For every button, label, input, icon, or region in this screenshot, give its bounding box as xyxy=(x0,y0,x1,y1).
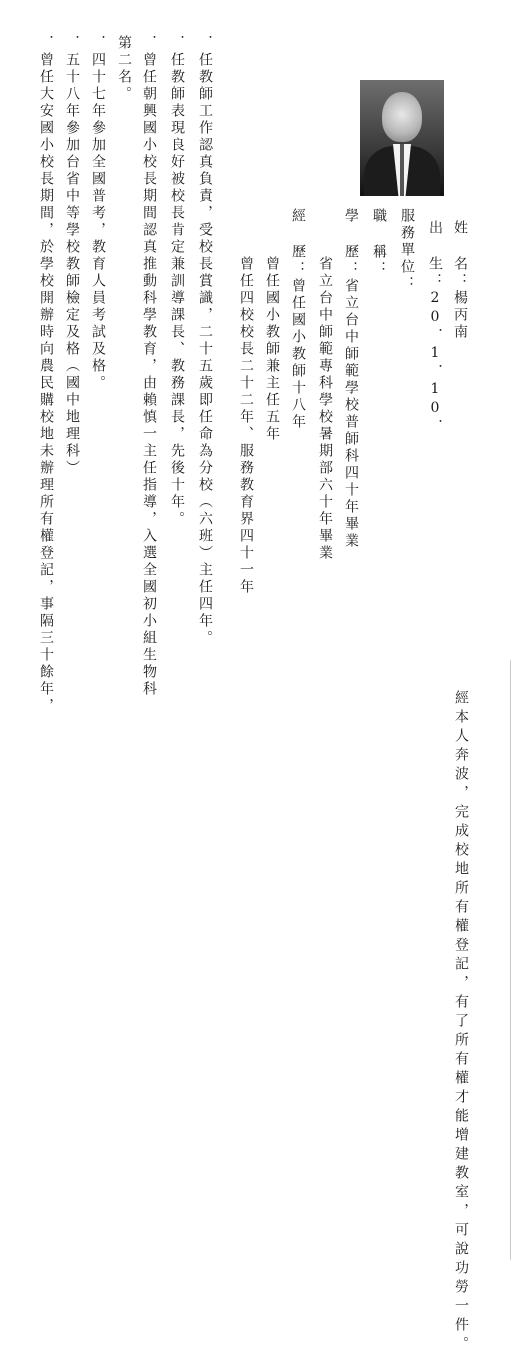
profile-name: 姓 名：楊丙南 xyxy=(452,220,468,341)
profile-experience-3: 曾任四校校長二十二年、服務教育界四十一年 xyxy=(238,256,254,596)
profile-experience-1: 經 歷：曾任國小教師十八年 xyxy=(290,208,306,431)
profile-birth: 出 生：20．1．10． xyxy=(427,220,443,436)
deed-item-6-cont: 經本人奔波，完成校地所有權登記，有了所有權才能增建教室，可說功勞一件。 xyxy=(453,690,469,1355)
deed-item-6: ．曾任大安國小校長期間，於學校開辦時向農民購校地未辦理所有權登記，事隔三十餘年， xyxy=(38,35,54,715)
profile-unit: 服務單位： xyxy=(399,208,415,293)
portrait-photo xyxy=(360,80,444,196)
profile-education-2: 省立台中師範專科學校暑期部六十年畢業 xyxy=(317,256,333,562)
deed-item-5: ．五十八年參加台省中等學校教師檢定及格（國中地理科） xyxy=(64,35,80,477)
deed-item-2: ．任教師表現良好被校長肯定兼訓導課長、教務課長，先後十年。 xyxy=(169,35,185,528)
scan-edge-line xyxy=(510,660,511,1260)
deed-item-3: ．曾任朝興國小校長期間認真推動科學教育，由賴慎一主任指導，入選全國初小組生物科 xyxy=(141,35,157,698)
deed-item-3-cont: 第二名。 xyxy=(116,35,132,103)
profile-education-1: 學 歷：省立台中師範學校普師科四十年畢業 xyxy=(343,208,359,550)
portrait-face xyxy=(382,92,422,142)
deed-item-4: ．四十七年參加全國普考，教育人員考試及格。 xyxy=(90,35,106,392)
profile-experience-2: 曾任國小教師兼主任五年 xyxy=(264,256,280,443)
deed-item-1: ．任教師工作認真負責，受校長賞識，二十五歲即任命為分校（六班）主任四年。 xyxy=(197,35,213,647)
profile-title: 職 稱： xyxy=(371,208,387,278)
